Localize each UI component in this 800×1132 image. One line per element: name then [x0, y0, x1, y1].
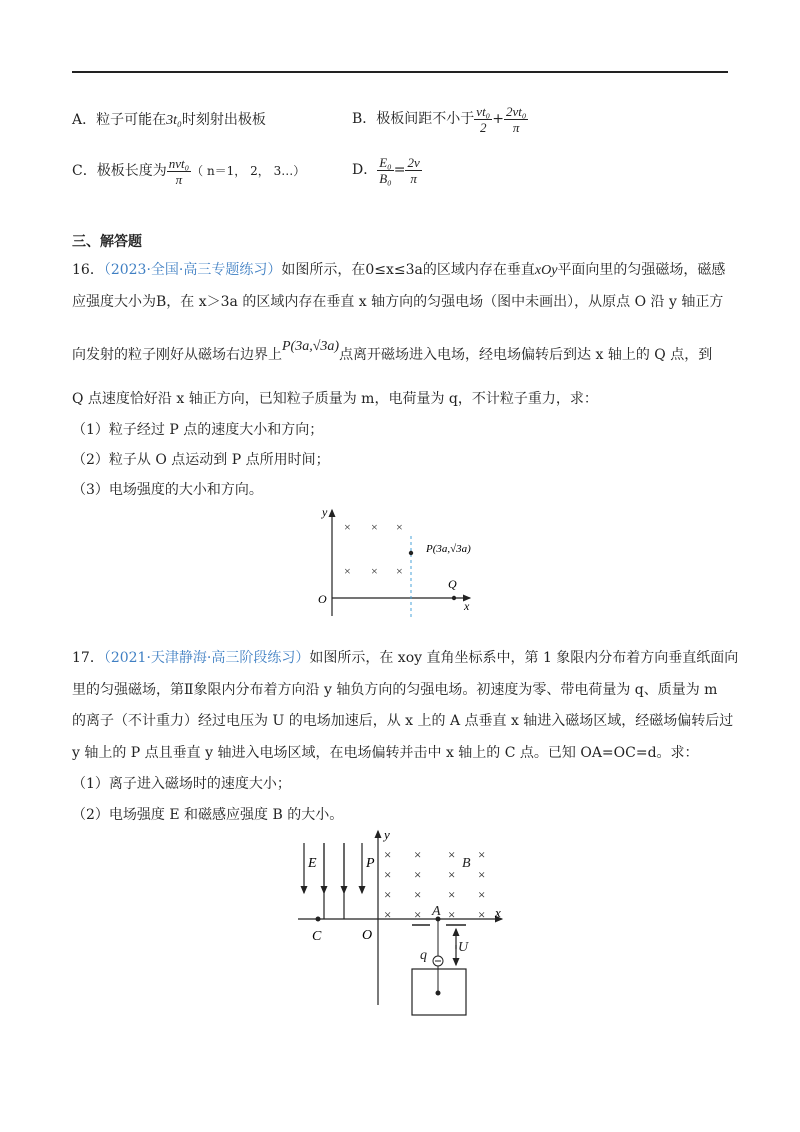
q16-line-1: 16．（2023·全国·高三专题练习）如图所示，在0≤x≤3a的区域内存在垂直xOy平面向里的匀强磁场，磁感 — [72, 262, 726, 278]
q17-c-label: C — [312, 929, 322, 944]
option-b-fraction-2: $\frac{\text{2vt₀}}{\pi}$ — [505, 103, 527, 135]
q16-line-2: 应强度大小为B，在 x＞3a 的区域内存在垂直 x 轴方向的匀强电场（图中未画出），从原点 O 沿 y 轴正方 — [72, 294, 724, 310]
cross-mark: × — [396, 564, 403, 578]
q17-y-label: y — [384, 827, 390, 842]
q16-subquestion-2: （2）粒子从 O 点运动到 P 点所用时间； — [72, 452, 330, 468]
cross-mark: × — [478, 887, 486, 902]
option-b-fraction-1: $\frac{\text{vt₀}}{2}$ — [476, 103, 491, 135]
cross-mark: × — [371, 520, 378, 534]
q16-subquestion-1: （1）粒子经过 P 点的速度大小和方向； — [72, 422, 324, 438]
option-d-equals: = — [393, 162, 406, 178]
q16-point-p: P(3a,√3a) — [282, 339, 340, 354]
q16-subquestion-3: （3）电场强度的大小和方向。 — [72, 482, 263, 498]
q17-source: （2021·天津静海·高三阶段练习） — [103, 650, 310, 666]
option-c-prefix: C．极板长度为 — [72, 163, 167, 179]
q16-field-crosses — [344, 520, 403, 578]
section-title: 三、解答题 — [72, 234, 142, 250]
cross-mark: × — [384, 867, 392, 882]
q16-source: （2023·全国·高三专题练习） — [103, 262, 282, 278]
q16-point-p-dot — [409, 551, 413, 555]
option-c — [72, 151, 305, 191]
top-rule — [72, 71, 728, 73]
q17-figure — [290, 825, 520, 1025]
cross-mark: × — [448, 867, 456, 882]
cross-mark: × — [384, 887, 392, 902]
cross-mark: × — [371, 564, 378, 578]
q16-line-3: 向发射的粒子刚好从磁场右边界上P(3a,√3a)点离开磁场进入电场，经电场偏转后到达 x 轴上的 Q 点，到 — [72, 339, 713, 363]
option-a-suffix: 时刻射出极板 — [181, 112, 266, 128]
q17-line-3: 的离子（不计重力）经过电压为 U 的电场加速后，从 x 上的 A 点垂直 x 轴进入磁场区域，经磁场偏转后过 — [72, 713, 734, 729]
cross-mark: × — [384, 847, 392, 862]
q17-p-label: P — [366, 856, 375, 871]
option-a-prefix: A．粒子可能在 — [72, 112, 167, 128]
cross-mark: × — [414, 867, 422, 882]
q17-point-c-dot — [316, 917, 321, 922]
option-a — [72, 110, 266, 131]
q17-line-1: 17．（2021·天津静海·高三阶段练习）如图所示，在 xoy 直角坐标系中，第 1 象限内分布着方向垂直纸面向 — [72, 650, 739, 666]
option-b-prefix: B．极板间距不小于 — [352, 111, 475, 127]
q17-b-label: B — [462, 856, 471, 871]
cross-mark: × — [448, 887, 456, 902]
option-c-fraction: $\frac{\text{nvt₀}}{\pi}$ — [168, 155, 190, 187]
option-b-plus: + — [492, 111, 504, 127]
q17-number: 17． — [72, 650, 104, 666]
cross-mark: × — [396, 520, 403, 534]
cross-mark: × — [414, 887, 422, 902]
q16-line-4: Q 点速度恰好沿 x 轴正方向，已知粒子质量为 m，电荷量为 q，不计粒子重力，求： — [72, 391, 598, 407]
q16-x-label: x — [464, 599, 470, 613]
option-d-fraction-1: $\frac{\text{E₀}}{\text{B₀}}$ — [379, 154, 392, 186]
q17-e-label: E — [308, 856, 317, 871]
q16-figure — [310, 500, 490, 620]
option-d-fraction-2: $\frac{2v}{\pi}$ — [407, 154, 420, 186]
cross-mark: × — [448, 847, 456, 862]
q16-point-p-label: P(3a,√3a) — [426, 543, 471, 555]
cross-mark: × — [478, 907, 486, 922]
option-a-expr: 3t₀ — [166, 113, 182, 128]
cross-mark: × — [344, 564, 351, 578]
q17-line-2: 里的匀强磁场，第Ⅱ象限内分布着方向沿 y 轴负方向的匀强电场。初速度为零、带电荷量为 q、质量为 m — [72, 682, 718, 698]
cross-mark: × — [414, 847, 422, 862]
option-c-suffix: （ n＝1， 2， 3…） — [191, 164, 306, 178]
q16-point-q-dot — [452, 596, 456, 600]
option-b — [352, 99, 528, 139]
q16-point-q-label: Q — [448, 577, 457, 591]
q17-electric-field-lines — [304, 843, 362, 919]
q17-line-4: y 轴上的 P 点且垂直 y 轴进入电场区域，在电场偏转并击中 x 轴上的 C 点。已知 OA=OC=d。求： — [72, 745, 699, 761]
q17-origin-label: O — [362, 928, 373, 943]
q17-subquestion-2: （2）电场强度 E 和磁感应强度 B 的大小。 — [72, 807, 344, 823]
q16-number: 16． — [72, 262, 104, 278]
q17-subquestion-1: （1）离子进入磁场时的速度大小； — [72, 776, 291, 792]
q17-q-label: q — [420, 948, 427, 963]
q17-a-label: A — [432, 904, 441, 919]
cross-mark: × — [414, 907, 422, 922]
cross-mark: × — [448, 907, 456, 922]
cross-mark: × — [344, 520, 351, 534]
cross-mark: × — [478, 847, 486, 862]
cross-mark: × — [478, 867, 486, 882]
option-d-prefix: D． — [352, 162, 378, 178]
cross-mark: × — [384, 907, 392, 922]
q17-u-label: U — [458, 940, 469, 955]
option-d — [352, 150, 422, 190]
q16-y-label: y — [322, 505, 328, 519]
q16-origin-label: O — [318, 592, 327, 606]
q17-source-dot — [436, 991, 441, 996]
q17-x-label: x — [495, 905, 501, 920]
